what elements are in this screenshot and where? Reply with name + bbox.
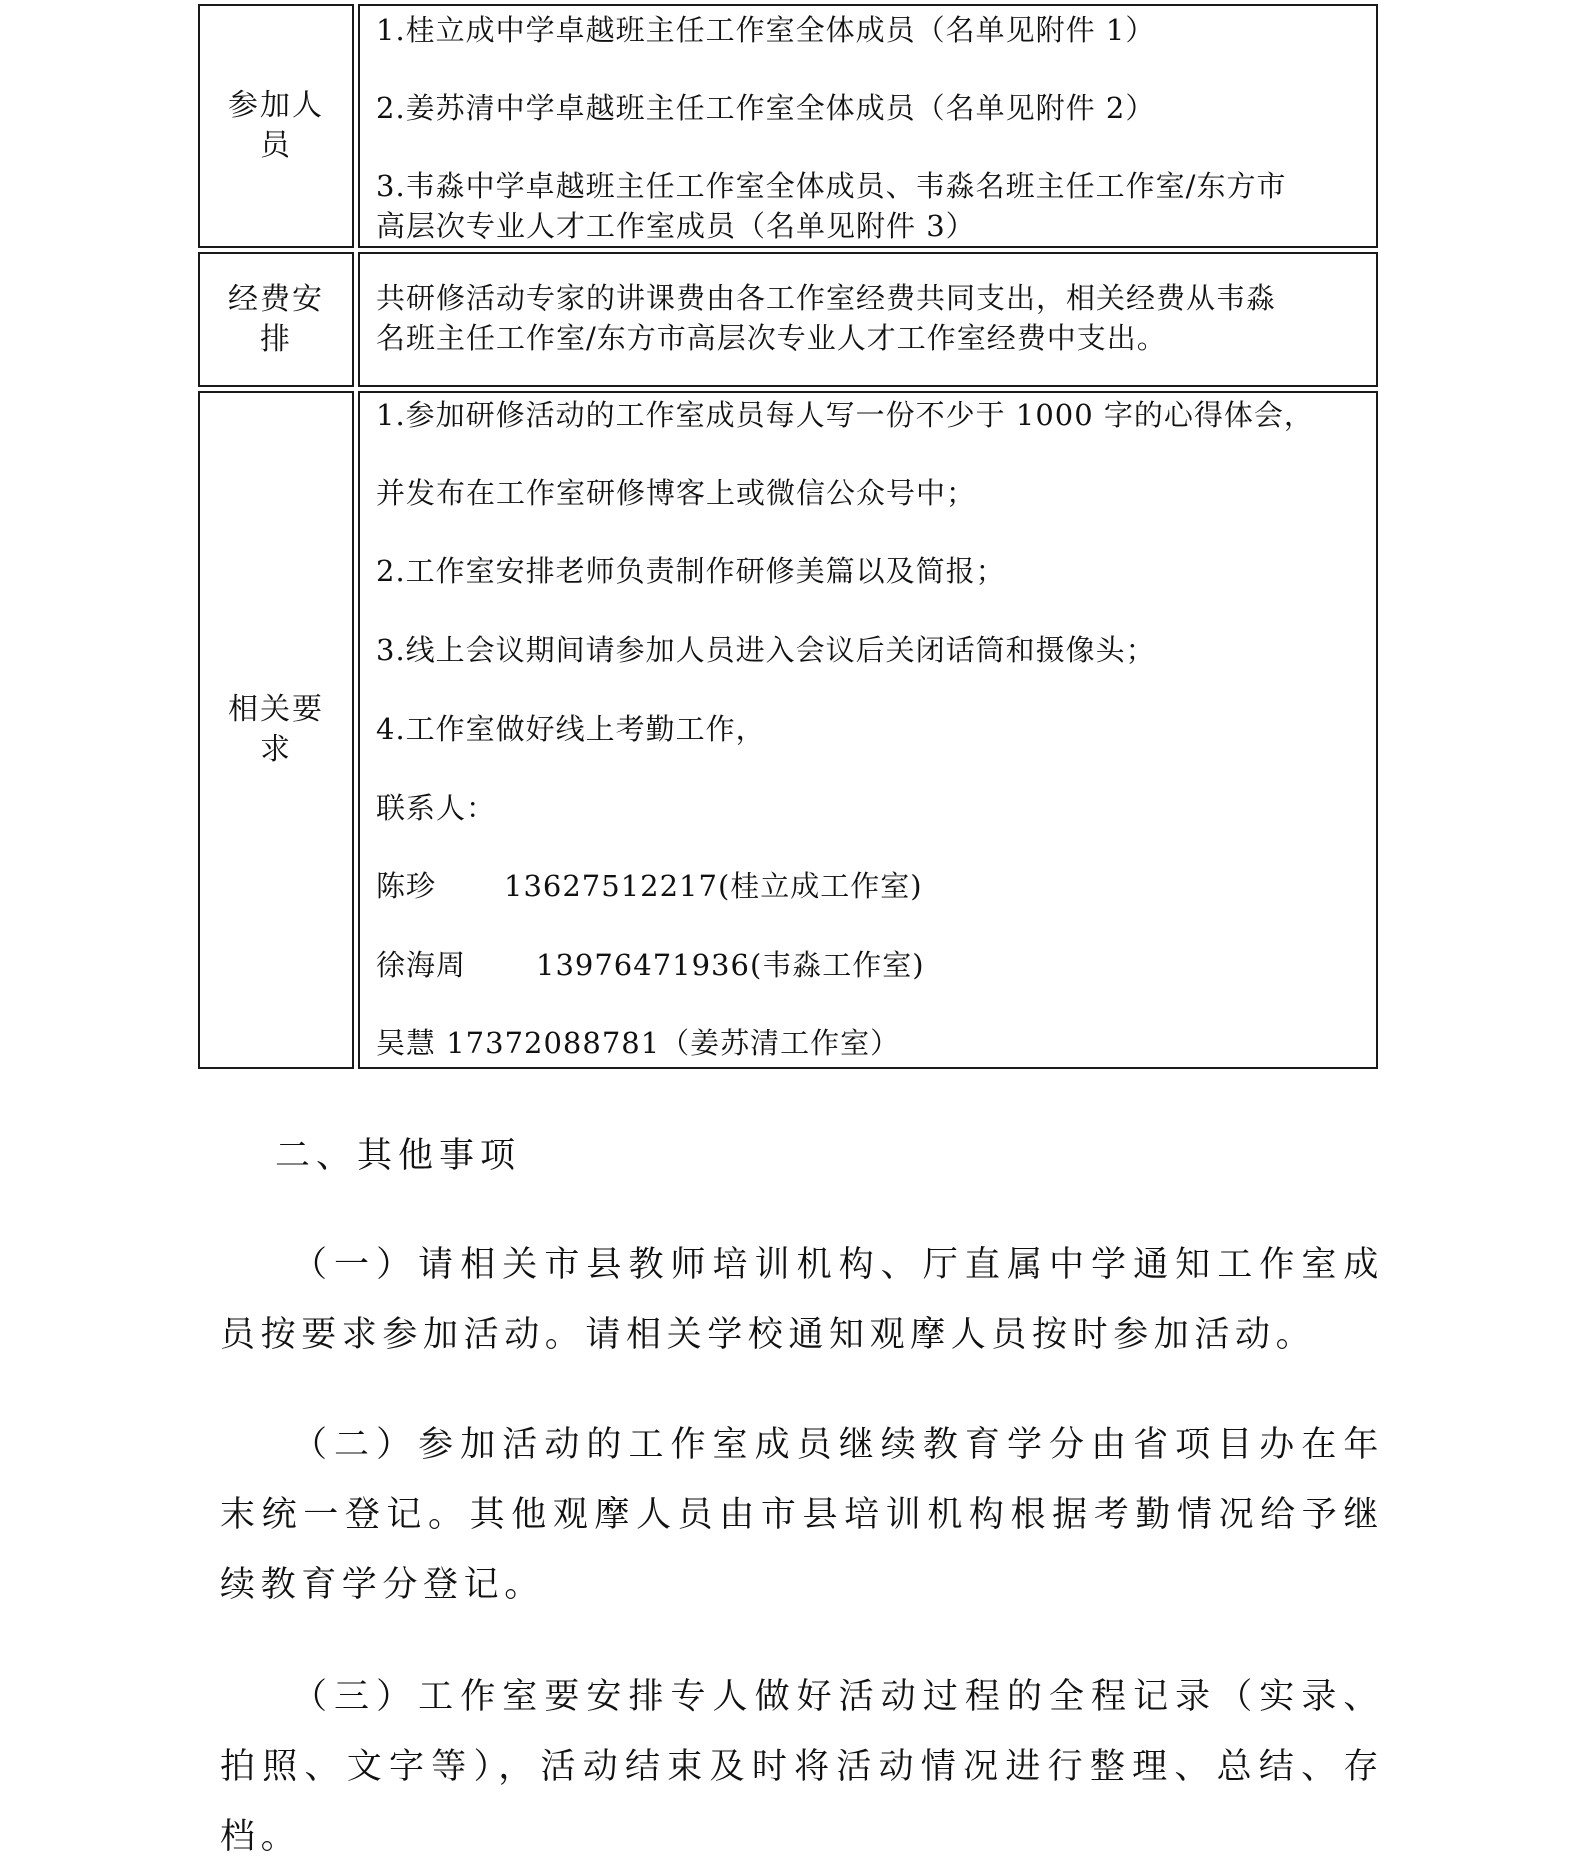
row-content-requirements xyxy=(358,391,1378,1069)
row-content-participants xyxy=(358,4,1378,248)
section-heading: 二、其他事项 xyxy=(275,1136,522,1176)
row-label-requirements: 相关要求 xyxy=(228,692,324,767)
requirements-line-2: 并发布在工作室研修博客上或微信公众号中； xyxy=(376,476,977,510)
requirements-line-4: 3.线上会议期间请参加人员进入会议后关闭话筒和摄像头； xyxy=(376,633,1156,667)
contact-row-2 xyxy=(376,945,1364,985)
paragraph-3: （三）工作室要安排专人做好活动过程的全程记录（实录、拍照、文字等），活动结束及时将活动情况进行整理、总结、存档。 xyxy=(220,1677,1384,1857)
requirements-line-3: 2.工作室安排老师负责制作研修美篇以及简报； xyxy=(376,554,1006,588)
funding-line-1: 共研修活动专家的讲课费由各工作室经费共同支出，相关经费从韦淼 xyxy=(376,281,1277,315)
row-content-funding xyxy=(358,252,1378,387)
row-label-funding: 经费安排 xyxy=(228,281,324,357)
requirements-line-5: 4.工作室做好线上考勤工作， xyxy=(376,712,766,746)
row-label-cell-funding xyxy=(198,252,354,387)
contact-phone-1: 13627512217(桂立成工作室) xyxy=(504,869,923,903)
participants-line-3: 3.韦淼中学卓越班主任工作室全体成员、韦淼名班主任工作室/东方市 xyxy=(376,169,1287,203)
contact-name-2: 徐海周 xyxy=(376,948,467,982)
row-label-cell-requirements xyxy=(198,391,354,1069)
contact-heading: 联系人： xyxy=(376,791,497,825)
participants-line-1: 1.桂立成中学卓越班主任工作室全体成员（名单见附件 1） xyxy=(376,13,1156,47)
contact-name-1: 陈珍 xyxy=(376,869,437,903)
row-label-participants: 参加人员 xyxy=(228,88,324,163)
paragraph-2: （二）参加活动的工作室成员继续教育学分由省项目办在年末统一登记。其他观摩人员由市县培训机构根据考勤情况给予继续教育学分登记。 xyxy=(220,1425,1384,1605)
participants-line-4: 高层次专业人才工作室成员（名单见附件 3） xyxy=(376,209,976,243)
participants-line-2: 2.姜苏清中学卓越班主任工作室全体成员（名单见附件 2） xyxy=(376,91,1156,125)
paragraph-1: （一）请相关市县教师培训机构、厅直属中学通知工作室成员按要求参加活动。请相关学校通知观摩人员按时参加活动。 xyxy=(220,1245,1384,1355)
contact-row-1 xyxy=(376,866,1364,906)
contact-row-3: 吴慧 17372088781（姜苏清工作室） xyxy=(376,1026,901,1060)
requirements-line-1: 1.参加研修活动的工作室成员每人写一份不少于 1000 字的心得体会， xyxy=(376,398,1314,432)
funding-line-2: 名班主任工作室/东方市高层次专业人才工作室经费中支出。 xyxy=(376,321,1167,355)
contact-phone-2: 13976471936(韦淼工作室) xyxy=(536,948,925,982)
row-label-cell-participants xyxy=(198,4,354,248)
